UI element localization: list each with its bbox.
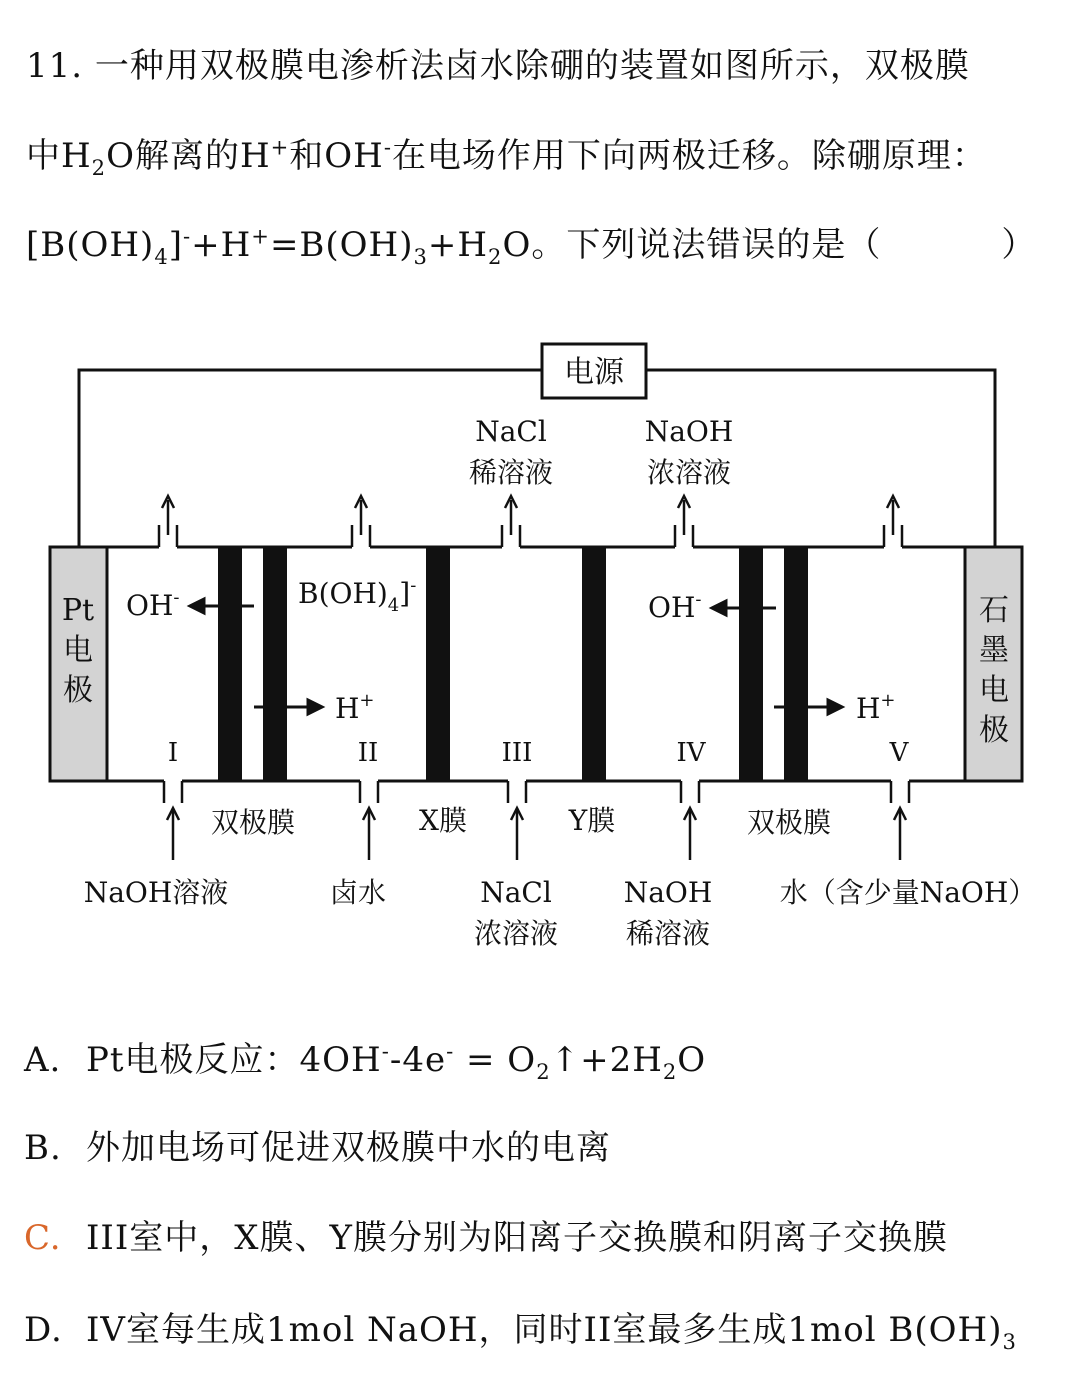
option-d-sub: 3 — [1002, 1328, 1017, 1354]
inlet-pipe-5 — [891, 779, 909, 860]
graphite-electrode-label-4: 极 — [979, 713, 1009, 748]
q3-part: [B(OH) — [26, 225, 155, 265]
outlet-naoh-name: NaOH — [644, 415, 734, 448]
outlet-pipes — [159, 496, 902, 549]
electrodialysis-diagram — [0, 330, 1080, 960]
inlet-nacl-name: NaCl — [480, 876, 552, 909]
q3-sup: + — [251, 223, 270, 249]
graphite-electrode-label-1: 石 — [979, 593, 1009, 628]
chamber-label-5: V — [889, 738, 909, 768]
option-b[interactable] — [24, 1128, 611, 1168]
x-membrane — [426, 547, 450, 781]
bipolar-membrane-right-a — [739, 547, 763, 781]
option-a-sup: - — [446, 1038, 455, 1064]
oh-arrow-right-head — [712, 601, 726, 615]
outlet-nacl-name: NaCl — [475, 415, 547, 448]
inlet-naoh-desc: 稀溶液 — [625, 917, 711, 950]
y-membrane — [582, 547, 606, 781]
outlet-naoh-desc: 浓溶液 — [646, 456, 732, 489]
oh-ion-left: OH- — [126, 587, 180, 622]
membrane-label-bipolar-right: 双极膜 — [746, 806, 832, 839]
q2-sup: - — [383, 134, 392, 160]
option-d-letter: D. — [24, 1310, 63, 1350]
q3-part: =B(OH) — [269, 225, 414, 265]
option-a-letter: A. — [24, 1040, 62, 1080]
option-a-sub: 2 — [662, 1058, 678, 1084]
q2-sub: 2 — [91, 154, 107, 180]
outlet-pipe-3 — [502, 496, 520, 549]
option-a-sup: - — [381, 1038, 390, 1064]
power-source-label: 电源 — [564, 355, 624, 390]
outlet-pipe-4 — [675, 496, 693, 549]
inlet-pipe-2 — [360, 779, 378, 860]
question-line-1 — [26, 46, 970, 86]
option-a[interactable] — [24, 1038, 707, 1084]
h-arrow-right-head — [828, 700, 842, 714]
h-ion-left: H+ — [335, 690, 375, 725]
q3-sub: 2 — [488, 243, 503, 269]
option-c[interactable] — [24, 1218, 948, 1258]
inlet-pipe-4 — [681, 779, 699, 860]
inlet-pipe-3 — [508, 779, 526, 860]
question-text-1: 一种用双极膜电渗析法卤水除硼的装置如图所示，双极膜 — [94, 46, 970, 86]
inlet-nacl-desc: 浓溶液 — [473, 917, 559, 950]
q3-part: +H — [191, 225, 252, 265]
option-b-text: 外加电场可促进双极膜中水的电离 — [86, 1128, 611, 1168]
bipolar-membrane-left-b — [263, 547, 287, 781]
q3-part: ） — [1001, 225, 1037, 265]
option-a-text: Pt电极反应：4OH — [86, 1040, 382, 1080]
question-line-2 — [26, 134, 987, 180]
q3-part: +H — [427, 225, 489, 265]
option-a-sub: 2 — [536, 1058, 551, 1084]
borate-ion: $B(OH)_4]^-$ — [298, 575, 417, 616]
q3-sup: - — [183, 223, 192, 249]
q3-sub: 3 — [413, 243, 428, 269]
outlet-pipe-5 — [884, 496, 902, 549]
membrane-label-y: Y膜 — [568, 804, 616, 837]
q3-sub: 4 — [154, 243, 169, 269]
question-line-3 — [26, 223, 1037, 269]
chamber-label-1: I — [167, 738, 179, 768]
q2-part: 中H — [26, 136, 92, 176]
option-b-letter: B. — [24, 1128, 62, 1168]
outlet-pipe-1 — [159, 496, 177, 549]
bipolar-membrane-left-a — [218, 547, 242, 781]
pt-electrode-label-2: 电 — [63, 633, 93, 668]
option-d-text: IV室每生成1mol NaOH，同时II室最多生成1mol B(OH) — [86, 1310, 1003, 1350]
pt-electrode-label-3: 极 — [63, 673, 93, 708]
chamber-label-4: IV — [676, 738, 706, 768]
pt-electrode-label-1: Pt — [61, 593, 95, 628]
outlet-nacl-desc: 稀溶液 — [468, 456, 554, 489]
inlet-naoh-name: NaOH — [623, 876, 713, 909]
inlet-brine: 卤水 — [329, 876, 387, 909]
inlet-water: 水（含少量NaOH） — [779, 876, 1037, 909]
question-number: 11. — [26, 46, 84, 86]
q3-part: ] — [168, 225, 183, 265]
chamber-label-3: III — [501, 738, 533, 768]
q2-sup: + — [270, 134, 290, 160]
option-a-text: = O — [454, 1040, 537, 1080]
oh-ion-right: OH- — [648, 589, 702, 624]
q2-part: 和OH — [289, 136, 384, 176]
membrane-label-x: X膜 — [419, 804, 467, 837]
bipolar-membrane-right-b — [784, 547, 808, 781]
option-a-text: -4e — [389, 1040, 447, 1080]
inlet-naoh-solution: NaOH溶液 — [83, 876, 229, 909]
h-ion-right: H+ — [856, 690, 896, 725]
graphite-electrode-label-2: 墨 — [979, 633, 1009, 668]
graphite-electrode-label-3: 电 — [979, 673, 1009, 708]
membrane-label-bipolar-left: 双极膜 — [210, 806, 296, 839]
q2-part: 在电场作用下向两极迁移。除硼原理： — [391, 136, 987, 176]
outlet-pipe-2 — [352, 496, 370, 549]
option-a-text: O — [677, 1040, 707, 1080]
option-c-text: III室中，X膜、Y膜分别为阳离子交换膜和阴离子交换膜 — [86, 1218, 948, 1258]
option-d[interactable] — [24, 1310, 1017, 1354]
option-a-text: ↑+2H — [550, 1040, 663, 1080]
inlet-pipe-1 — [164, 779, 182, 860]
option-c-letter: C. — [24, 1218, 62, 1258]
q3-part: O。下列说法错误的是（ — [502, 225, 882, 265]
chamber-label-2: II — [357, 738, 379, 768]
oh-arrow-left-head — [190, 599, 204, 613]
h-arrow-left-head — [308, 700, 322, 714]
q2-part: O解离的H — [106, 136, 271, 176]
